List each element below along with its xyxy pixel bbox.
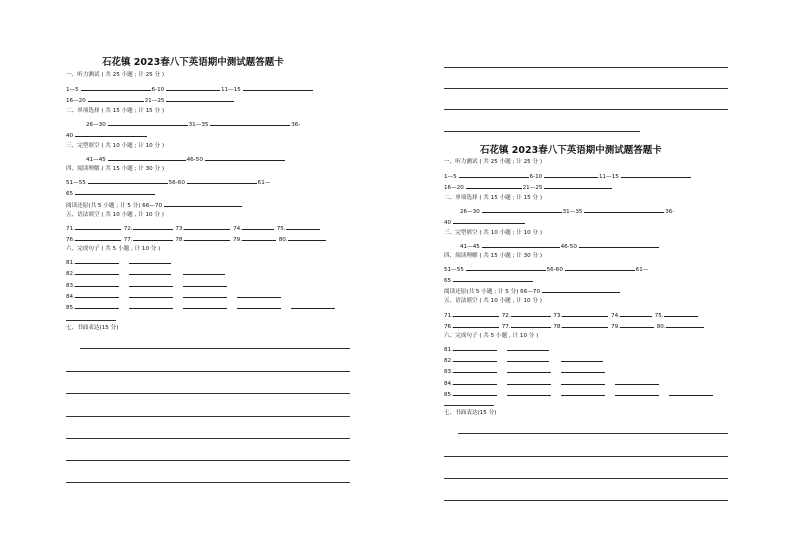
answer-blank[interactable] xyxy=(75,269,119,275)
q-number: 80. xyxy=(656,324,666,330)
q-range-label: 11—15 xyxy=(598,174,619,180)
q-range-label: 51—55 xyxy=(66,180,86,186)
writing-line[interactable] xyxy=(66,416,350,417)
q-number: 74. xyxy=(233,226,242,232)
answer-blank[interactable] xyxy=(237,292,281,298)
q-range-label: 51—55 xyxy=(444,267,464,273)
answer-blank[interactable] xyxy=(453,311,499,317)
q-range-label: 21—25 xyxy=(522,185,543,191)
writing-header: 七、书面表达(15 分) xyxy=(66,325,119,331)
answer-blank[interactable] xyxy=(164,201,242,207)
sentence-row-84 xyxy=(66,292,282,301)
q-range-label: 65 xyxy=(66,191,74,197)
q-range-label: 40 xyxy=(66,133,74,139)
answer-blank[interactable] xyxy=(561,356,603,362)
card-title: 石花镇 2023春八下英语期中测试题答题卡 xyxy=(480,145,662,156)
answer-blank[interactable] xyxy=(242,224,274,230)
answer-blank[interactable] xyxy=(561,379,605,385)
answer-blank[interactable] xyxy=(507,367,551,373)
writing-line[interactable] xyxy=(458,433,728,434)
q-number: 84. xyxy=(66,294,75,300)
sentence-row-85 xyxy=(444,390,714,399)
answer-blank[interactable] xyxy=(565,265,635,271)
q-number: 85. xyxy=(444,392,453,398)
q-number: 75. xyxy=(654,313,664,319)
writing-line-continued[interactable] xyxy=(444,88,728,89)
cloze-header: 三、完型填空 ( 共 10 小题 ; 计 10 分 ) xyxy=(444,230,543,236)
restore-row xyxy=(66,201,243,210)
q-number: 76. xyxy=(444,324,453,330)
sentence-row-82 xyxy=(444,356,604,365)
q-number: 71. xyxy=(444,313,453,319)
writing-line[interactable] xyxy=(66,371,350,372)
q-number: 73. xyxy=(175,226,185,232)
choice-row-2 xyxy=(444,218,526,227)
answer-line[interactable] xyxy=(66,320,116,321)
answer-blank[interactable] xyxy=(108,120,188,126)
answer-blank[interactable] xyxy=(459,172,529,178)
reading-row xyxy=(444,265,648,274)
answer-blank[interactable] xyxy=(466,265,546,271)
answer-blank[interactable] xyxy=(666,322,704,328)
answer-blank[interactable] xyxy=(129,269,171,275)
answer-blank[interactable] xyxy=(669,390,713,396)
sentence-row-85 xyxy=(66,303,336,312)
answer-blank[interactable] xyxy=(482,242,560,248)
q-range-label: 16—20 xyxy=(444,185,464,191)
grammar-row-2 xyxy=(444,322,705,331)
choice-header: 二、单项选择 ( 共 15 小题 ; 计 15 分 ) xyxy=(66,108,165,114)
q-number: 78. xyxy=(175,237,185,243)
choice-row xyxy=(460,207,674,216)
q-number: 77. xyxy=(123,237,133,243)
q-range-label: 46-50 xyxy=(560,244,577,250)
answer-blank[interactable] xyxy=(166,96,234,102)
writing-line[interactable] xyxy=(80,348,350,349)
sentences-header: 六、完成句子 ( 共 5 小题 , 计 10 分 ) xyxy=(66,246,161,252)
q-range-label: 40 xyxy=(444,220,452,226)
writing-line[interactable] xyxy=(66,460,350,461)
answer-blank[interactable] xyxy=(544,172,598,178)
q-number: 78. xyxy=(553,324,563,330)
sentence-row-82 xyxy=(66,269,226,278)
answer-blank[interactable] xyxy=(75,189,155,195)
answer-blank[interactable] xyxy=(81,85,151,91)
q-range-label: 56-60 xyxy=(168,180,185,186)
writing-header: 七、书面表达(15 分) xyxy=(444,410,497,416)
grammar-header: 五、语法填空 ( 共 10 小题 , 计 10 分 ) xyxy=(66,212,164,218)
answer-blank[interactable] xyxy=(453,367,497,373)
reading-row xyxy=(66,178,270,187)
reading-row-2 xyxy=(66,189,156,198)
q-number: 82. xyxy=(444,358,453,364)
listening-row-2 xyxy=(444,183,613,192)
answer-blank[interactable] xyxy=(466,183,522,189)
q-number: 76. xyxy=(66,237,75,243)
q-range-label: 26—30 xyxy=(86,122,106,128)
listening-row-2 xyxy=(66,96,235,105)
reading-header: 四、阅读理解 ( 共 15 小题 ; 计 30 分 ) xyxy=(66,166,165,172)
answer-blank[interactable] xyxy=(166,85,220,91)
answer-blank[interactable] xyxy=(579,242,659,248)
answer-blank[interactable] xyxy=(183,281,227,287)
answer-blank[interactable] xyxy=(620,322,654,328)
writing-line[interactable] xyxy=(444,478,728,479)
answer-blank[interactable] xyxy=(615,390,659,396)
q-range-label: 61— xyxy=(257,180,271,186)
grammar-row-1 xyxy=(66,224,321,233)
q-number: 81. xyxy=(66,260,75,266)
answer-blank[interactable] xyxy=(133,224,173,230)
answer-blank[interactable] xyxy=(562,322,608,328)
q-number: 85. xyxy=(66,305,75,311)
answer-blank[interactable] xyxy=(184,235,230,241)
answer-blank[interactable] xyxy=(129,292,173,298)
answer-blank[interactable] xyxy=(88,96,144,102)
answer-blank[interactable] xyxy=(561,390,605,396)
q-number: 79. xyxy=(233,237,242,243)
writing-line-continued[interactable] xyxy=(444,109,728,110)
listening-header: 一、听力测试 ( 共 25 小题 ; 计 25 分 ) xyxy=(66,72,165,78)
q-range-label: 31—35 xyxy=(188,122,209,128)
reading-row-2 xyxy=(444,276,534,285)
answer-blank[interactable] xyxy=(183,292,227,298)
answer-blank[interactable] xyxy=(511,322,551,328)
q-range-label: 16—20 xyxy=(66,98,86,104)
sentence-row-84 xyxy=(444,379,660,388)
answer-blank[interactable] xyxy=(482,207,562,213)
sentence-row-83 xyxy=(444,367,615,376)
answer-line[interactable] xyxy=(444,405,494,406)
sentence-row-81 xyxy=(66,258,172,267)
q-range-label: 56-60 xyxy=(546,267,563,273)
answer-blank[interactable] xyxy=(544,183,612,189)
listening-row-1 xyxy=(444,172,692,181)
answer-blank[interactable] xyxy=(511,311,551,317)
writing-line[interactable] xyxy=(66,438,350,439)
q-number: 83. xyxy=(444,369,453,375)
cloze-row xyxy=(86,155,286,164)
q-range-label: 41—45 xyxy=(86,157,106,163)
answer-blank[interactable] xyxy=(507,390,551,396)
answer-blank[interactable] xyxy=(507,356,549,362)
listening-row-1 xyxy=(66,85,314,94)
q-range-label: 66—70 xyxy=(520,289,541,295)
q-range-label: 6-10 xyxy=(151,87,165,93)
writing-line[interactable] xyxy=(66,393,350,394)
q-range-label: 21—25 xyxy=(144,98,165,104)
q-number: 82. xyxy=(66,271,75,277)
answer-blank[interactable] xyxy=(542,287,620,293)
answer-blank[interactable] xyxy=(237,303,281,309)
answer-blank[interactable] xyxy=(75,224,121,230)
listening-header: 一、听力测试 ( 共 25 小题 ; 计 25 分 ) xyxy=(444,159,543,165)
q-number: 72. xyxy=(123,226,133,232)
q-number: 79. xyxy=(611,324,620,330)
restore-row xyxy=(444,287,621,296)
q-range-label: 41—45 xyxy=(460,244,480,250)
sentence-row-83 xyxy=(66,281,237,290)
restore-label: 阅读还原(共 5 小题 ; 计 5 分) xyxy=(66,203,141,209)
answer-blank[interactable] xyxy=(210,120,290,126)
q-number: 74. xyxy=(611,313,620,319)
cloze-row xyxy=(460,242,660,251)
answer-blank[interactable] xyxy=(243,85,313,91)
answer-blank[interactable] xyxy=(615,379,659,385)
answer-blank[interactable] xyxy=(88,178,168,184)
answer-blank[interactable] xyxy=(75,258,119,264)
answer-blank[interactable] xyxy=(75,131,147,137)
q-number: 72. xyxy=(501,313,511,319)
q-number: 81. xyxy=(444,347,453,353)
answer-blank[interactable] xyxy=(75,281,119,287)
q-number: 71. xyxy=(66,226,75,232)
answer-blank[interactable] xyxy=(562,311,608,317)
answer-blank[interactable] xyxy=(453,276,533,282)
answer-blank[interactable] xyxy=(187,178,257,184)
writing-line-continued[interactable] xyxy=(444,67,728,68)
answer-blank[interactable] xyxy=(108,155,186,161)
answer-blank[interactable] xyxy=(291,303,335,309)
q-number: 84. xyxy=(444,381,453,387)
q-range-label: 11—15 xyxy=(220,87,241,93)
grammar-row-1 xyxy=(444,311,699,320)
cloze-header: 三、完型填空 ( 共 10 小题 ; 计 10 分 ) xyxy=(66,143,165,149)
reading-header: 四、阅读理解 ( 共 15 小题 ; 计 30 分 ) xyxy=(444,253,543,259)
answer-blank[interactable] xyxy=(129,303,173,309)
answer-blank[interactable] xyxy=(453,379,497,385)
answer-blank[interactable] xyxy=(453,322,499,328)
answer-blank[interactable] xyxy=(453,356,497,362)
answer-blank[interactable] xyxy=(75,292,119,298)
writing-line[interactable] xyxy=(66,482,350,483)
q-range-label: 31—35 xyxy=(562,209,583,215)
q-number: 77. xyxy=(501,324,511,330)
q-range-label: 36- xyxy=(291,122,301,128)
q-range-label: 65 xyxy=(444,278,452,284)
answer-blank[interactable] xyxy=(133,235,173,241)
q-number: 73. xyxy=(553,313,563,319)
answer-blank[interactable] xyxy=(561,367,605,373)
answer-blank[interactable] xyxy=(620,311,652,317)
choice-row-2 xyxy=(66,131,148,140)
q-number: 75. xyxy=(276,226,286,232)
grammar-row-2 xyxy=(66,235,327,244)
answer-blank[interactable] xyxy=(75,235,121,241)
q-number: 80. xyxy=(278,237,288,243)
restore-label: 阅读还原(共 5 小题 ; 计 5 分) xyxy=(444,289,519,295)
q-range-label: 66—70 xyxy=(142,203,163,209)
writing-line[interactable] xyxy=(444,456,728,457)
answer-blank[interactable] xyxy=(184,224,230,230)
writing-line[interactable] xyxy=(444,500,728,501)
answer-blank[interactable] xyxy=(584,207,664,213)
q-range-label: 61— xyxy=(635,267,649,273)
grammar-header: 五、语法填空 ( 共 10 小题 , 计 10 分 ) xyxy=(444,298,542,304)
q-range-label: 46-50 xyxy=(186,157,203,163)
answer-blank[interactable] xyxy=(286,224,320,230)
answer-blank[interactable] xyxy=(129,258,171,264)
answer-blank[interactable] xyxy=(507,379,551,385)
q-range-label: 36- xyxy=(665,209,675,215)
answer-blank[interactable] xyxy=(183,269,225,275)
choice-header: 二、单项选择 ( 共 15 小题 ; 计 15 分 ) xyxy=(444,195,543,201)
answer-blank[interactable] xyxy=(205,155,285,161)
q-range-label: 1—5 xyxy=(66,87,79,93)
q-number: 83. xyxy=(66,283,75,289)
q-range-label: 6-10 xyxy=(529,174,543,180)
sentences-header: 六、完成句子 ( 共 5 小题 , 计 10 分 ) xyxy=(444,333,539,339)
answer-blank[interactable] xyxy=(453,390,497,396)
q-range-label: 26—30 xyxy=(460,209,480,215)
writing-line-continued[interactable] xyxy=(444,131,640,132)
answer-blank[interactable] xyxy=(453,345,497,351)
answer-blank[interactable] xyxy=(288,235,326,241)
answer-blank[interactable] xyxy=(621,172,691,178)
answer-blank[interactable] xyxy=(242,235,276,241)
answer-blank[interactable] xyxy=(75,303,119,309)
choice-row xyxy=(86,120,300,129)
q-range-label: 1—5 xyxy=(444,174,457,180)
sentence-row-81 xyxy=(444,345,550,354)
answer-blank[interactable] xyxy=(129,281,173,287)
answer-blank[interactable] xyxy=(183,303,227,309)
card-title: 石花镇 2023春八下英语期中测试题答题卡 xyxy=(102,57,284,68)
answer-blank[interactable] xyxy=(453,218,525,224)
answer-blank[interactable] xyxy=(664,311,698,317)
answer-blank[interactable] xyxy=(507,345,549,351)
